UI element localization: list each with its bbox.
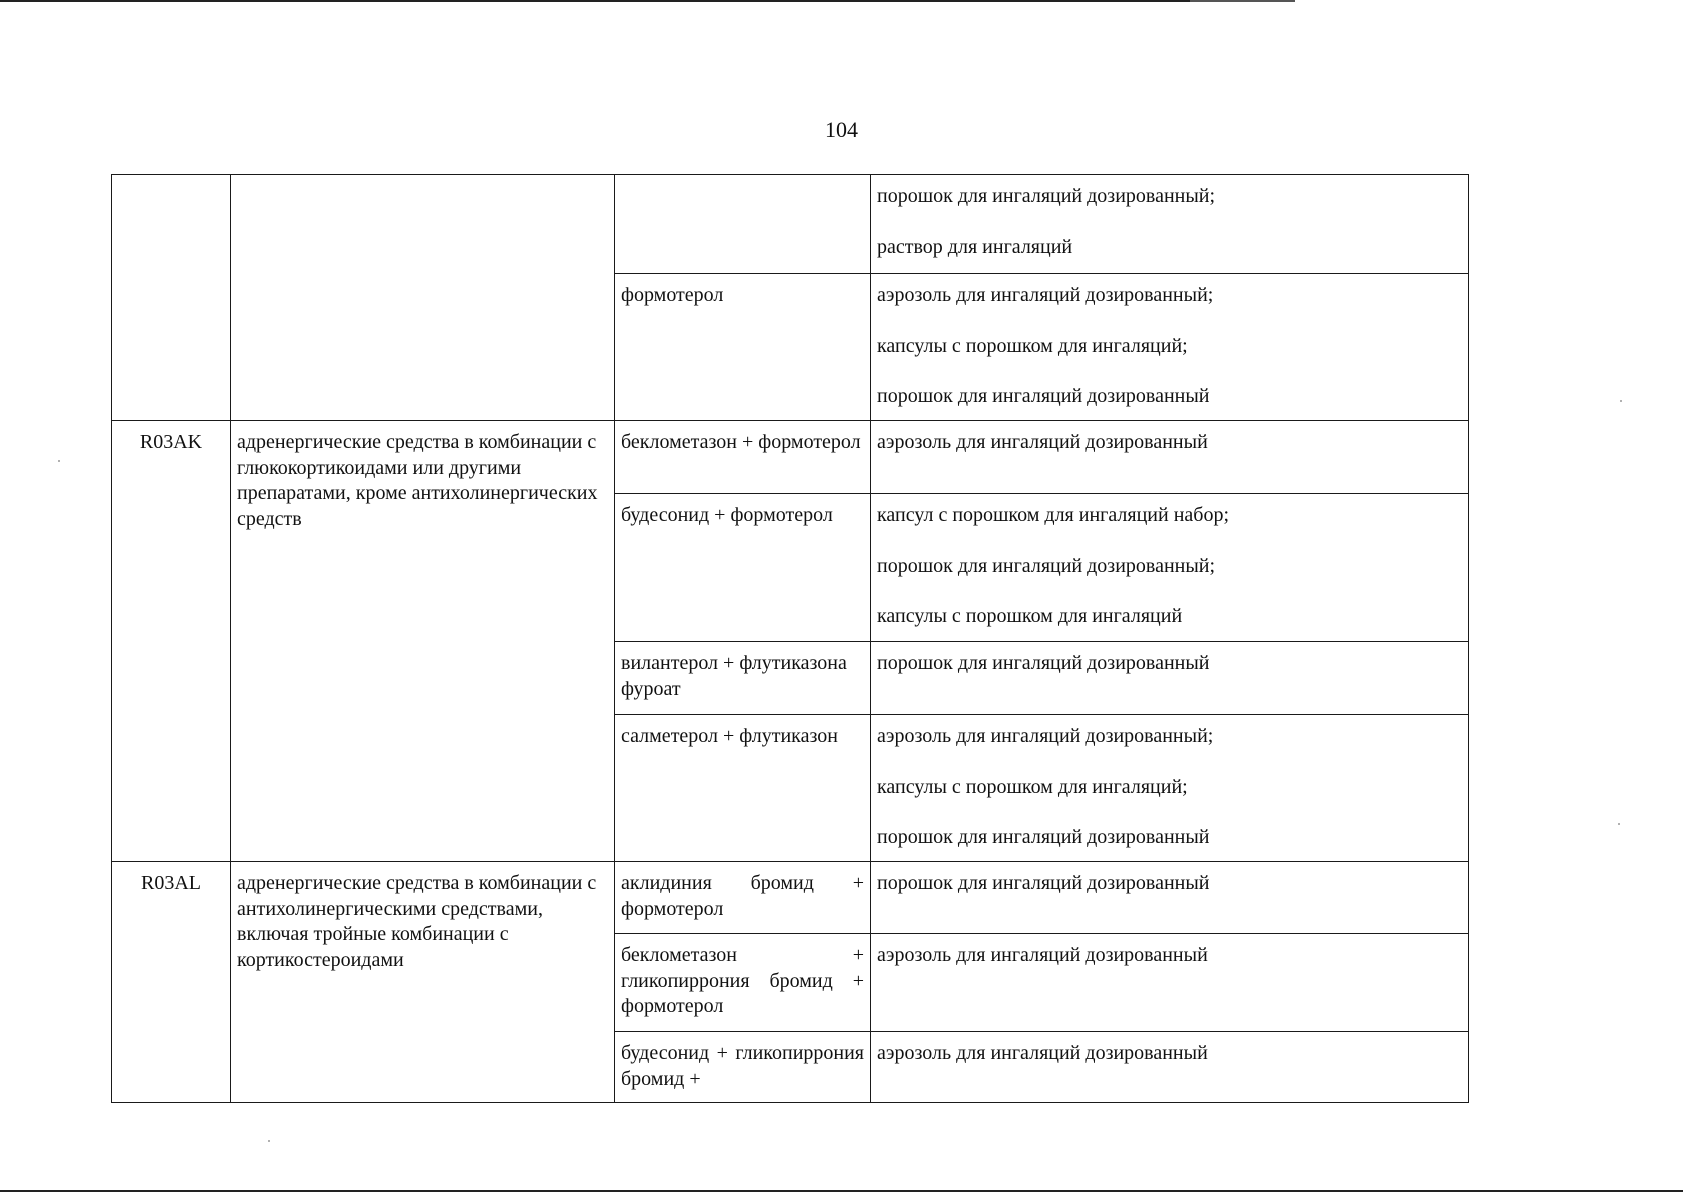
scan-edge-bottom bbox=[0, 1190, 1683, 1192]
dosage-forms-cell bbox=[871, 1032, 1469, 1103]
dosage-form: аэрозоль для ингаляций дозированный bbox=[877, 431, 1208, 453]
dosage-form: порошок для ингаляций дозированный bbox=[877, 826, 1210, 848]
scan-edge-top bbox=[0, 0, 1295, 2]
drug-cell: будесонид + гликопиррония бромид + bbox=[615, 1032, 871, 1103]
dosage-forms-cell bbox=[871, 715, 1469, 862]
dosage-forms-cell bbox=[871, 494, 1469, 642]
atc-code-cell bbox=[112, 175, 231, 421]
table-row bbox=[112, 175, 1469, 274]
dosage-form: порошок для ингаляций дозированный; bbox=[877, 554, 1216, 577]
drug-classification-table bbox=[111, 174, 1469, 1103]
group-name-cell bbox=[231, 175, 615, 421]
dosage-forms-cell bbox=[871, 175, 1469, 274]
group-name-cell: адренергические средства в комбинации с глюкокортикоидами или другими препаратами, кроме антихолинергических средств bbox=[231, 421, 615, 862]
dosage-form: аэрозоль для ингаляций дозированный; bbox=[877, 725, 1214, 747]
dosage-form: порошок для ингаляций дозированный; bbox=[877, 185, 1216, 207]
dosage-form: порошок для ингаляций дозированный bbox=[877, 872, 1210, 894]
dosage-forms-cell bbox=[871, 862, 1469, 934]
dosage-forms-cell bbox=[871, 274, 1469, 421]
drug-cell: беклометазон + формотерол bbox=[615, 421, 871, 494]
page-number: 104 bbox=[825, 117, 858, 142]
drug-cell: вилантерол + флутиказона фуроат bbox=[615, 642, 871, 715]
dosage-forms-cell bbox=[871, 934, 1469, 1032]
scan-speck bbox=[1618, 823, 1620, 825]
drug-cell: беклометазон + гликопиррония бромид + формотерол bbox=[615, 934, 871, 1032]
drug-cell: аклидиния бромид + формотерол bbox=[615, 862, 871, 934]
scan-edge-top-fragment bbox=[1190, 0, 1295, 2]
dosage-form: аэрозоль для ингаляций дозированный bbox=[877, 1042, 1208, 1064]
drug-cell: салметерол + флутиказон bbox=[615, 715, 871, 862]
drug-cell bbox=[615, 175, 871, 274]
scan-speck bbox=[268, 1140, 270, 1142]
dosage-form: порошок для ингаляций дозированный bbox=[877, 652, 1210, 674]
atc-code-cell: R03AL bbox=[112, 862, 231, 1103]
dosage-form: аэрозоль для ингаляций дозированный; bbox=[877, 284, 1214, 306]
scan-speck bbox=[58, 460, 60, 462]
dosage-forms-cell bbox=[871, 642, 1469, 715]
dosage-form: капсулы с порошком для ингаляций bbox=[877, 605, 1183, 627]
drug-cell: формотерол bbox=[615, 274, 871, 421]
dosage-form: капсулы с порошком для ингаляций; bbox=[877, 775, 1188, 798]
atc-code-cell: R03AK bbox=[112, 421, 231, 862]
scan-speck bbox=[1620, 400, 1622, 402]
group-name-cell: адренергические средства в комбинации с антихолинергическими средствами, включая тройные комбинации с кортикостероидами bbox=[231, 862, 615, 1103]
table-row bbox=[112, 421, 1469, 494]
drug-cell: будесонид + формотерол bbox=[615, 494, 871, 642]
table-row bbox=[112, 862, 1469, 934]
dosage-form: порошок для ингаляций дозированный bbox=[877, 385, 1210, 407]
dosage-form: аэрозоль для ингаляций дозированный bbox=[877, 944, 1208, 966]
dosage-form: капсулы с порошком для ингаляций; bbox=[877, 334, 1188, 357]
dosage-forms-cell bbox=[871, 421, 1469, 494]
dosage-form: капсул с порошком для ингаляций набор; bbox=[877, 504, 1230, 526]
dosage-form: раствор для ингаляций bbox=[877, 235, 1073, 258]
